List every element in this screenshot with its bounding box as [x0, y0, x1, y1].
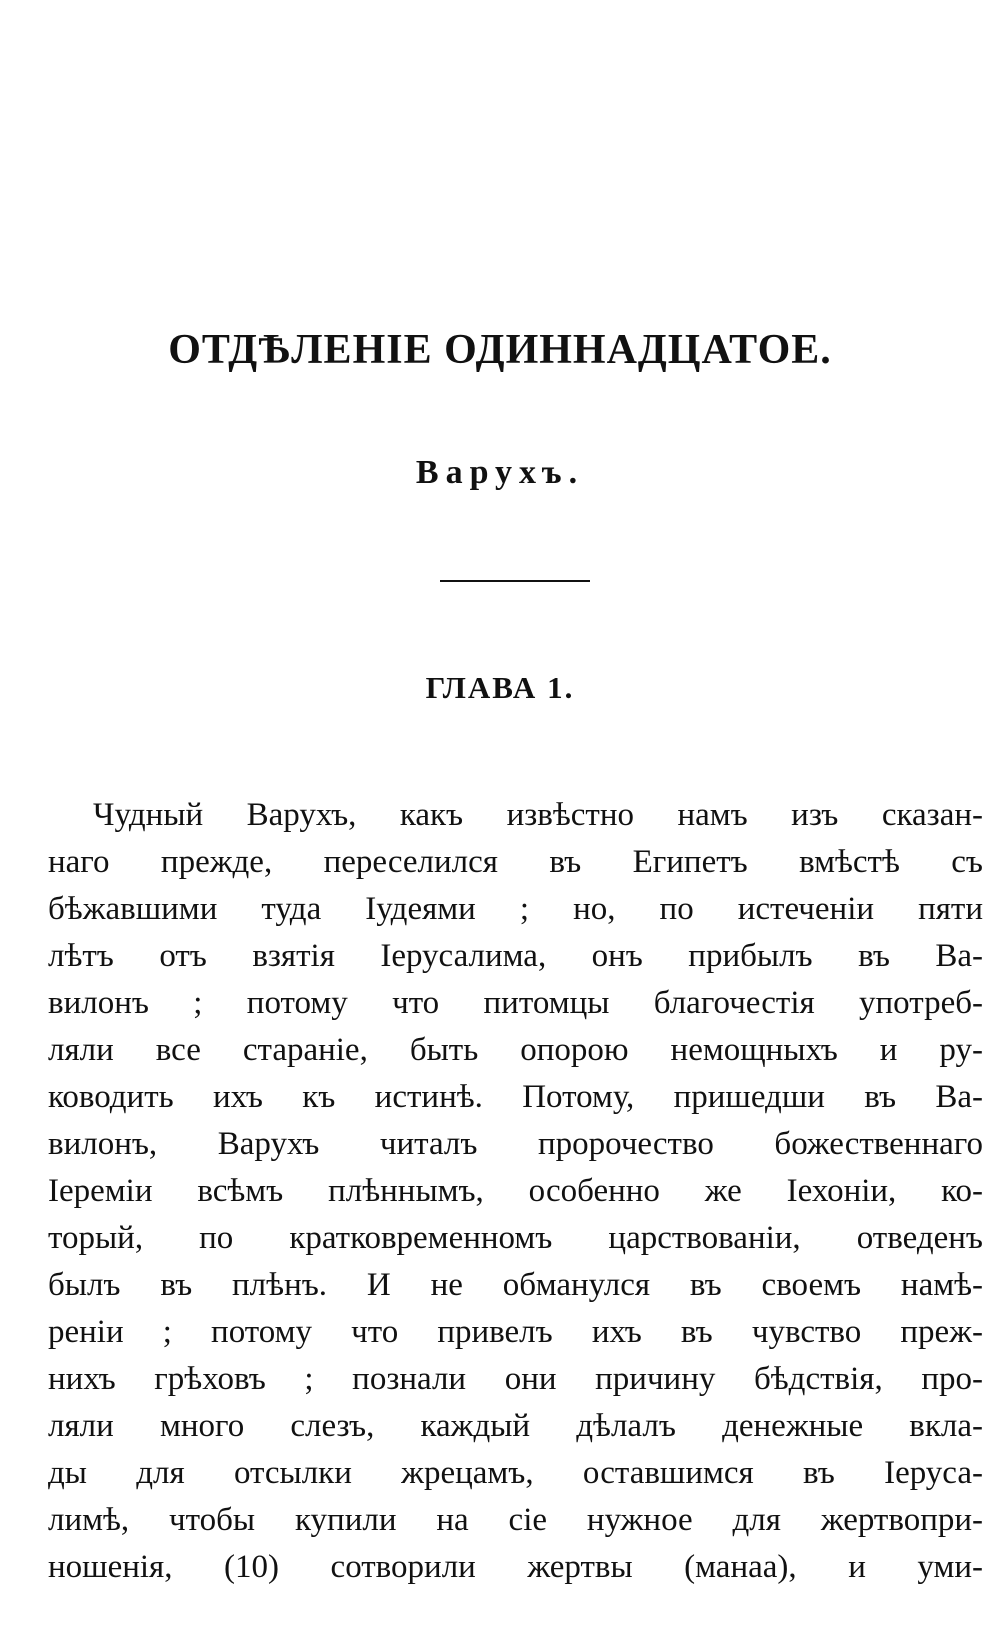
text-line: вилонъ ; потому что питомцы благочестія употреб- [48, 985, 983, 1021]
subject-title: Варухъ. [415, 454, 585, 491]
text-line: ляли все стараніе, быть опорою немощныхъ и ру- [48, 1032, 983, 1068]
text-line: реніи ; потому что привелъ ихъ въ чувство преж- [48, 1314, 983, 1350]
text-line: ляли много слезъ, каждый дѣлалъ денежные вкла- [48, 1408, 983, 1444]
text-line: лѣтъ отъ взятія Іерусалима, онъ прибылъ въ Ва- [48, 938, 983, 974]
text-line: вилонъ, Варухъ читалъ пророчество божественнаго [48, 1126, 983, 1162]
text-line: былъ въ плѣнъ. И не обманулся въ своемъ намѣ- [48, 1267, 983, 1303]
text-line: бѣжавшими туда Іудеями ; но, по истеченіи пяти [48, 891, 983, 927]
text-line: торый, по кратковременномъ царствованіи, отведенъ [48, 1220, 983, 1256]
text-line: ношенія, (10) сотворили жертвы (манаа), и уми- [48, 1549, 983, 1585]
chapter-title: ГЛАВА 1. [425, 670, 575, 705]
text-line: нихъ грѣховъ ; познали они причину бѣдствія, про- [48, 1361, 983, 1397]
text-line: ководить ихъ къ истинѣ. Потому, пришедши въ Ва- [48, 1079, 983, 1115]
text-line: Іереміи всѣмъ плѣннымъ, особенно же Іехоніи, ко- [48, 1173, 983, 1209]
text-line: наго прежде, переселился въ Египетъ вмѣстѣ съ [48, 844, 983, 880]
text-line: лимѣ, чтобы купили на сіе нужное для жертвопри- [48, 1502, 983, 1538]
divider-rule [440, 580, 590, 582]
body-paragraph [48, 792, 983, 1591]
text-line: ды для отсылки жрецамъ, оставшимся въ Іеруса- [48, 1455, 983, 1491]
section-title: ОТДѢЛЕНІЕ ОДИННАДЦАТОЕ. [168, 327, 832, 373]
text-line: Чудный Варухъ, какъ извѣстно намъ изъ сказан- [93, 797, 983, 833]
